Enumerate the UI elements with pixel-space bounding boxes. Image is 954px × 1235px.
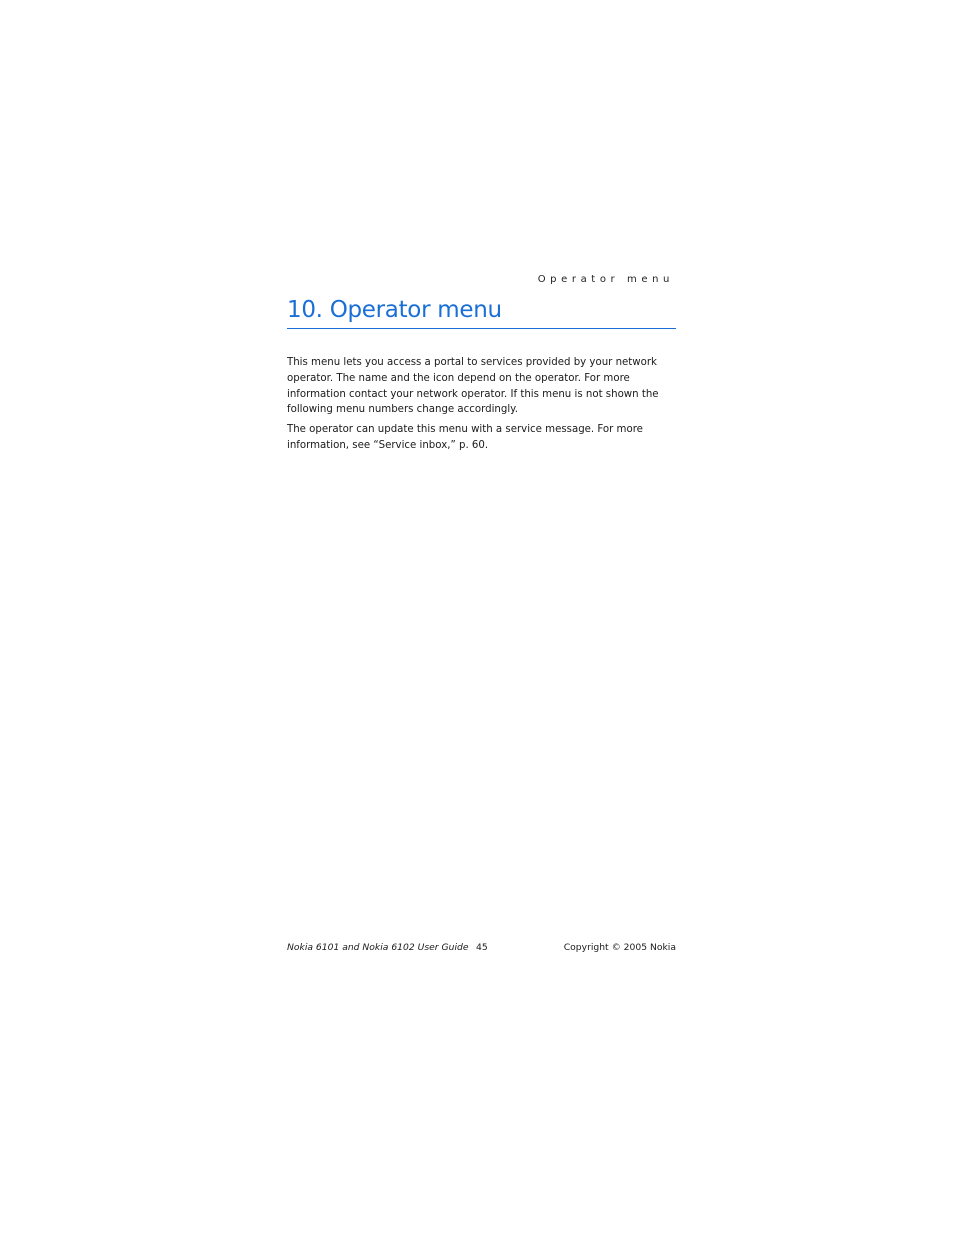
- running-header: Operator menu: [537, 274, 674, 285]
- body-paragraph: The operator can update this menu with a service message. For more information, see “Service inbox,” p. 60.: [287, 424, 643, 451]
- body-text: [287, 355, 682, 458]
- body-paragraph: This menu lets you access a portal to services provided by your network operator. The name and the icon depend on the operator. For more information contact your network operator. If this menu is not shown the following menu numbers change accordingly.: [287, 357, 659, 416]
- footer-page-number: 45: [476, 942, 488, 953]
- chapter-title: 10. Operator menu: [287, 295, 676, 329]
- page-footer: [287, 942, 676, 956]
- footer-guide-title: Nokia 6101 and Nokia 6102 User Guide: [287, 942, 469, 953]
- footer-copyright: Copyright © 2005 Nokia: [563, 942, 676, 953]
